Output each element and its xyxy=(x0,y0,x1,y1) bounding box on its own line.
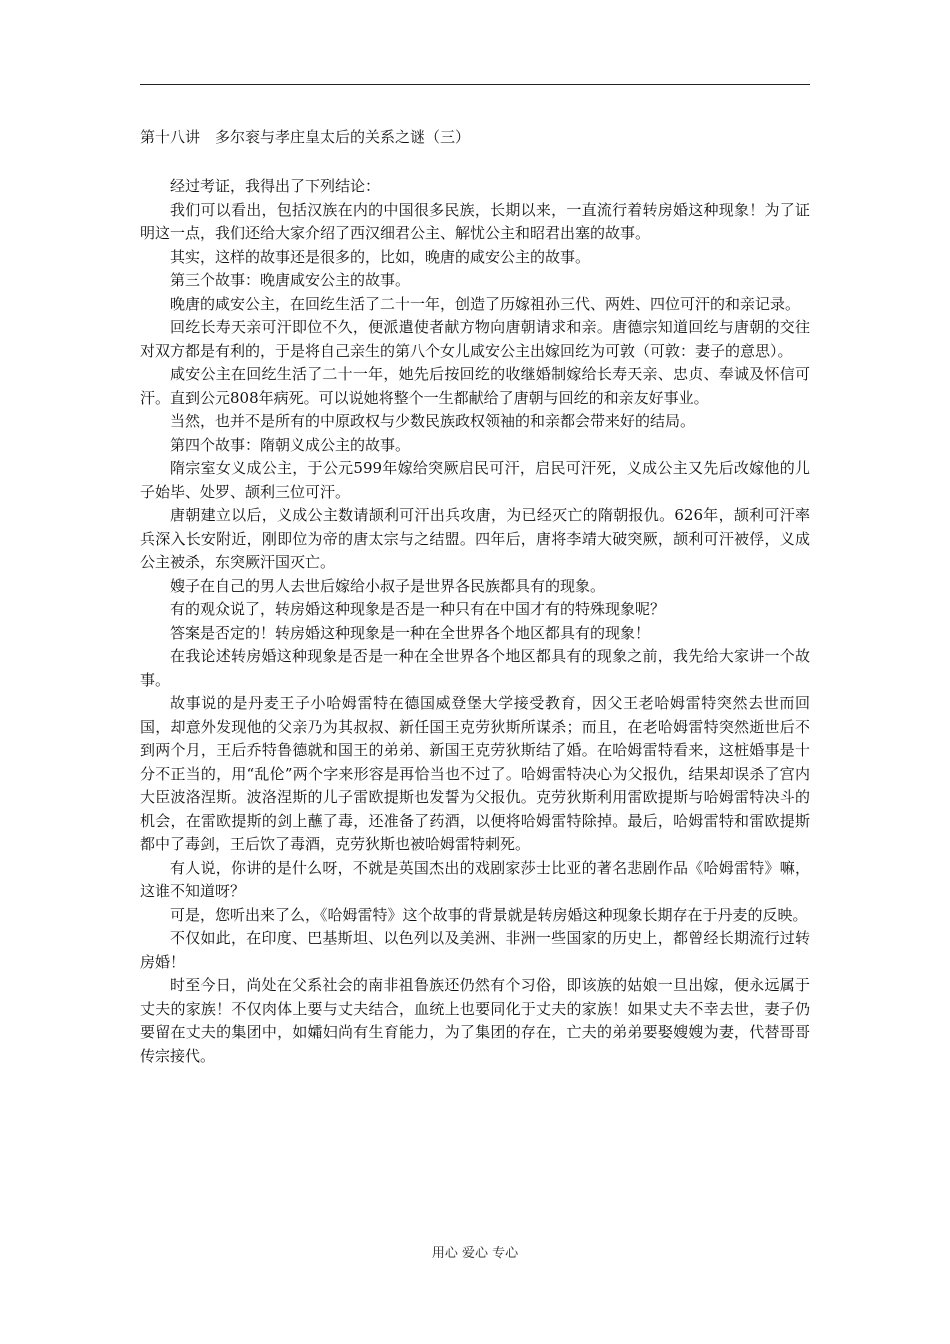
paragraph: 答案是否定的！转房婚这种现象是一种在全世界各个地区都具有的现象！ xyxy=(170,623,651,642)
paragraph: 时至今日，尚处在父系社会的南非祖鲁族还仍然有个习俗，即该族的姑娘一旦出嫁，便永远属于丈夫的家族！不仅肉体上要与丈夫结合，血统上也要同化于丈夫的家族！如果丈夫不幸去世，妻子仍要留在丈夫的集团中，如孀妇尚有生育能力，为了集团的存在，亡夫的弟弟要娶嫂嫂为妻，代替哥哥传宗接代。 xyxy=(140,976,810,1065)
page-footer: 用心 爱心 专心 xyxy=(431,1246,519,1261)
paragraph: 不仅如此，在印度、巴基斯坦、以色列以及美洲、非洲一些国家的历史上，都曾经长期流行过转房婚！ xyxy=(140,929,810,971)
paragraph: 在我论述转房婚这种现象是否是一种在全世界各个地区都具有的现象之前，我先给大家讲一个故事。 xyxy=(140,647,810,689)
paragraph: 第四个故事：隋朝义成公主的故事。 xyxy=(170,435,411,454)
paragraph: 可是，您听出来了么，《哈姆雷特》这个故事的背景就是转房婚这种现象长期存在于丹麦的反映。 xyxy=(170,905,808,924)
paragraph: 嫂子在自己的男人去世后嫁给小叔子是世界各民族都具有的现象。 xyxy=(170,576,606,595)
paragraph: 故事说的是丹麦王子小哈姆雷特在德国威登堡大学接受教育，因父王老哈姆雷特突然去世而回国，却意外发现他的父亲乃为其叔叔、新任国王克劳狄斯所谋杀；而且，在老哈姆雷特突然逝世后不到两个月，王后乔特鲁德就和国王的弟弟、新国王克劳狄斯结了婚。在哈姆雷特看来，这桩婚事是十分不正当的，用“乱伦”两个字来形容是再恰当也不过了。哈姆雷特决心为父报仇，结果却误杀了宫内大臣波洛涅斯。波洛涅斯的儿子雷欧提斯也发誓为父报仇。克劳狄斯利用雷欧提斯与哈姆雷特决斗的机会，在雷欧提斯的剑上蘸了毒，还准备了药酒，以便将哈姆雷特除掉。最后，哈姆雷特和雷欧提斯都中了毒剑，王后饮了毒酒，克劳狄斯也被哈姆雷特刺死。 xyxy=(140,694,810,853)
paragraph: 经过考证，我得出了下列结论： xyxy=(170,177,381,195)
paragraph: 咸安公主在回纥生活了二十一年，她先后按回纥的收继婚制嫁给长寿天亲、忠贞、奉诚及怀信可汗。直到公元808年病死。可以说她将整个一生都献给了唐朝与回纥的和亲友好事业。 xyxy=(140,365,810,407)
paragraph: 隋宗室女义成公主，于公元599年嫁给突厥启民可汗，启民可汗死，义成公主又先后改嫁他的儿子始毕、处罗、颉利三位可汗。 xyxy=(140,459,810,501)
paragraph: 有人说，你讲的是什么呀，不就是英国杰出的戏剧家莎士比亚的著名悲剧作品《哈姆雷特》嘛，这谁不知道呀？ xyxy=(140,858,810,900)
paragraph: 晚唐的咸安公主，在回纥生活了二十一年，创造了历嫁祖孙三代、两姓、四位可汗的和亲记录。 xyxy=(170,294,801,313)
paragraph: 第三个故事：晚唐咸安公主的故事。 xyxy=(170,271,411,289)
paragraph: 当然，也并不是所有的中原政权与少数民族政权领袖的和亲都会带来好的结局。 xyxy=(170,412,696,430)
paragraph: 有的观众说了，转房婚这种现象是否是一种只有在中国才有的特殊现象呢？ xyxy=(170,600,666,618)
paragraph: 唐朝建立以后，义成公主数请颉利可汗出兵攻唐，为已经灭亡的隋朝报仇。626年，颉利可汗率兵深入长安附近，刚即位为帝的唐太宗与之结盟。四年后，唐将李靖大破突厥，颉利可汗被俘，义成公主被杀，东突厥汗国灭亡。 xyxy=(140,506,810,571)
paragraph: 回纥长寿天亲可汗即位不久，便派遣使者献方物向唐朝请求和亲。唐德宗知道回纥与唐朝的交往对双方都是有利的，于是将自己亲生的第八个女儿咸安公主出嫁回纥为可敦（可敦：妻子的意思）。 xyxy=(140,318,810,360)
paragraph: 其实，这样的故事还是很多的，比如，晚唐的咸安公主的故事。 xyxy=(170,247,591,266)
header-rule xyxy=(140,84,810,85)
paragraph: 我们可以看出，包括汉族在内的中国很多民族，长期以来，一直流行着转房婚这种现象！为了证明这一点，我们还给大家介绍了西汉细君公主、解忧公主和昭君出塞的故事。 xyxy=(140,200,810,242)
document-body xyxy=(140,175,810,1068)
lecture-title: 第十八讲 多尔衮与孝庄皇太后的关系之谜（三） xyxy=(140,128,471,146)
